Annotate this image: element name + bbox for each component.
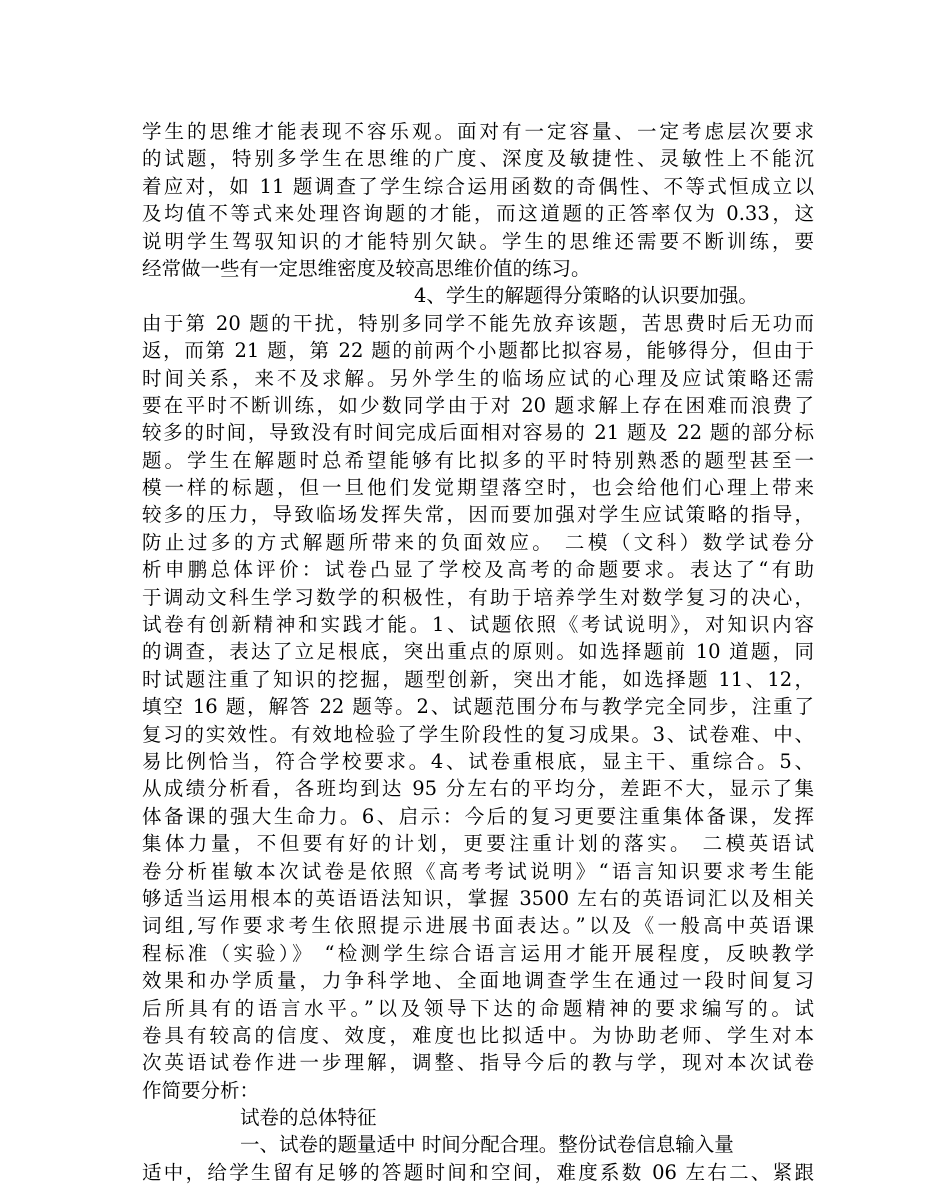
text-line-9: 返，而第 21 题，第 22 题的前两个小题都比拟容易，能够得分，但由于 [142,339,814,363]
text-line-6: 经常做一些有一定思维密度及较高思维价值的练习。 [142,256,591,280]
text-line-31: 程标准（实验）》 “检测学生综合语言运用才能开展程度，反映教学 [142,941,814,965]
document-page [142,118,814,1186]
text-line-34: 卷具有较高的信度、效度，难度也比拟适中。为协助老师、学生对本 [142,1023,814,1047]
text-line-8: 由于第 20 题的干扰，特别多同学不能先放弃该题，苦思费时后无功而 [142,311,814,335]
text-line-4: 及均值不等式来处理咨询题的才能，而这道题的正答率仅为 0.33，这 [142,202,814,226]
text-line-23: 复习的实效性。有效地检验了学生阶段性的复习成果。3、试卷难、中、 [142,722,814,746]
text-line-29: 够适当运用根本的英语语法知识，掌握 3500 左右的英语词汇以及相关 [142,886,814,910]
text-line-33: 后所具有的语言水平。”以及领导下达的命题精神的要求编写的。试 [142,996,814,1020]
text-line-35: 次英语试卷作进一步理解，调整、指导今后的教与学，现对本次试卷 [142,1051,814,1075]
text-line-39: 适中，给学生留有足够的答题时间和空间，难度系数 06 左右二、紧跟 [142,1160,814,1184]
text-line-16: 防止过多的方式解题所带来的负面效应。 二模（文科）数学试卷分 [142,530,814,554]
section-heading-overall: 试卷的总体特征 [240,1106,377,1130]
text-line-12: 较多的时间，导致没有时间完成后面相对容易的 21 题及 22 题的部分标 [142,421,814,445]
text-line-3: 着应对，如 11 题调查了学生综合运用函数的奇偶性、不等式恒成立以 [142,174,814,198]
text-line-15: 较多的压力，导致临场发挥失常，因而要加强对学生应试策略的指导， [142,503,814,527]
text-line-36: 作简要分析： [142,1078,260,1102]
text-line-21: 时试题注重了知识的挖掘，题型创新，突出才能，如选择题 11、12， [142,667,814,691]
text-line-32: 效果和办学质量，力争科学地、全面地调查学生在通过一段时间复习 [142,969,814,993]
text-line-20: 的调查，表达了立足根底，突出重点的原则。如选择题前 10 道题，同 [142,640,814,664]
text-line-27: 集体力量，不但要有好的计划，更要注重计划的落实。 二模英语试 [142,832,814,856]
section-heading-4: 4、学生的解题得分策略的认识要加强。 [414,284,758,308]
text-line-1: 学生的思维才能表现不容乐观。面对有一定容量、一定考虑层次要求 [142,120,814,143]
text-line-17: 析申鹏总体评价：试卷凸显了学校及高考的命题要求。表达了“有助 [142,558,814,582]
text-line-10: 时间关系，来不及求解。另外学生的临场应试的心理及应试策略还需 [142,366,814,390]
text-line-25: 从成绩分析看，各班均到达 95 分左右的平均分，差距不大，显示了集 [142,777,814,801]
text-line-13: 题。学生在解题时总希望能够有比拟多的平时特别熟悉的题型甚至一 [142,448,814,472]
text-line-24: 易比例恰当，符合学校要求。4、试卷重根底，显主干、重综合。5、 [142,749,814,773]
text-line-19: 试卷有创新精神和实践才能。1、试题依照《考试说明》，对知识内容 [142,613,814,637]
text-line-22: 填空 16 题，解答 22 题等。2、试题范围分布与教学完全同步，注重了 [142,695,814,719]
text-line-5: 说明学生驾驭知识的才能特别欠缺。学生的思维还需要不断训练，要 [142,229,814,253]
text-line-28: 卷分析崔敏本次试卷是依照《高考考试说明》“语言知识要求考生能 [142,859,814,883]
text-line-11: 要在平时不断训练，如少数同学由于对 20 题求解上存在困难而浪费了 [142,393,814,417]
text-line-2: 的试题，特别多学生在思维的广度、深度及敏捷性、灵敏性上不能沉 [142,147,814,171]
text-line-26: 体备课的强大生命力。6、启示：今后的复习更要注重集体备课，发挥 [142,804,814,828]
text-line-14: 模一样的标题，但一旦他们发觉期望落空时，也会给他们心理上带来 [142,476,814,500]
text-line-30: 词组,写作要求考生依照提示进展书面表达。”以及《一般高中英语课 [142,914,814,938]
text-line-38: 一、试卷的题量适中 时间分配合理。整份试卷信息输入量 [240,1133,734,1157]
text-line-18: 于调动文科生学习数学的积极性，有助于培养学生对数学复习的决心， [142,585,814,609]
